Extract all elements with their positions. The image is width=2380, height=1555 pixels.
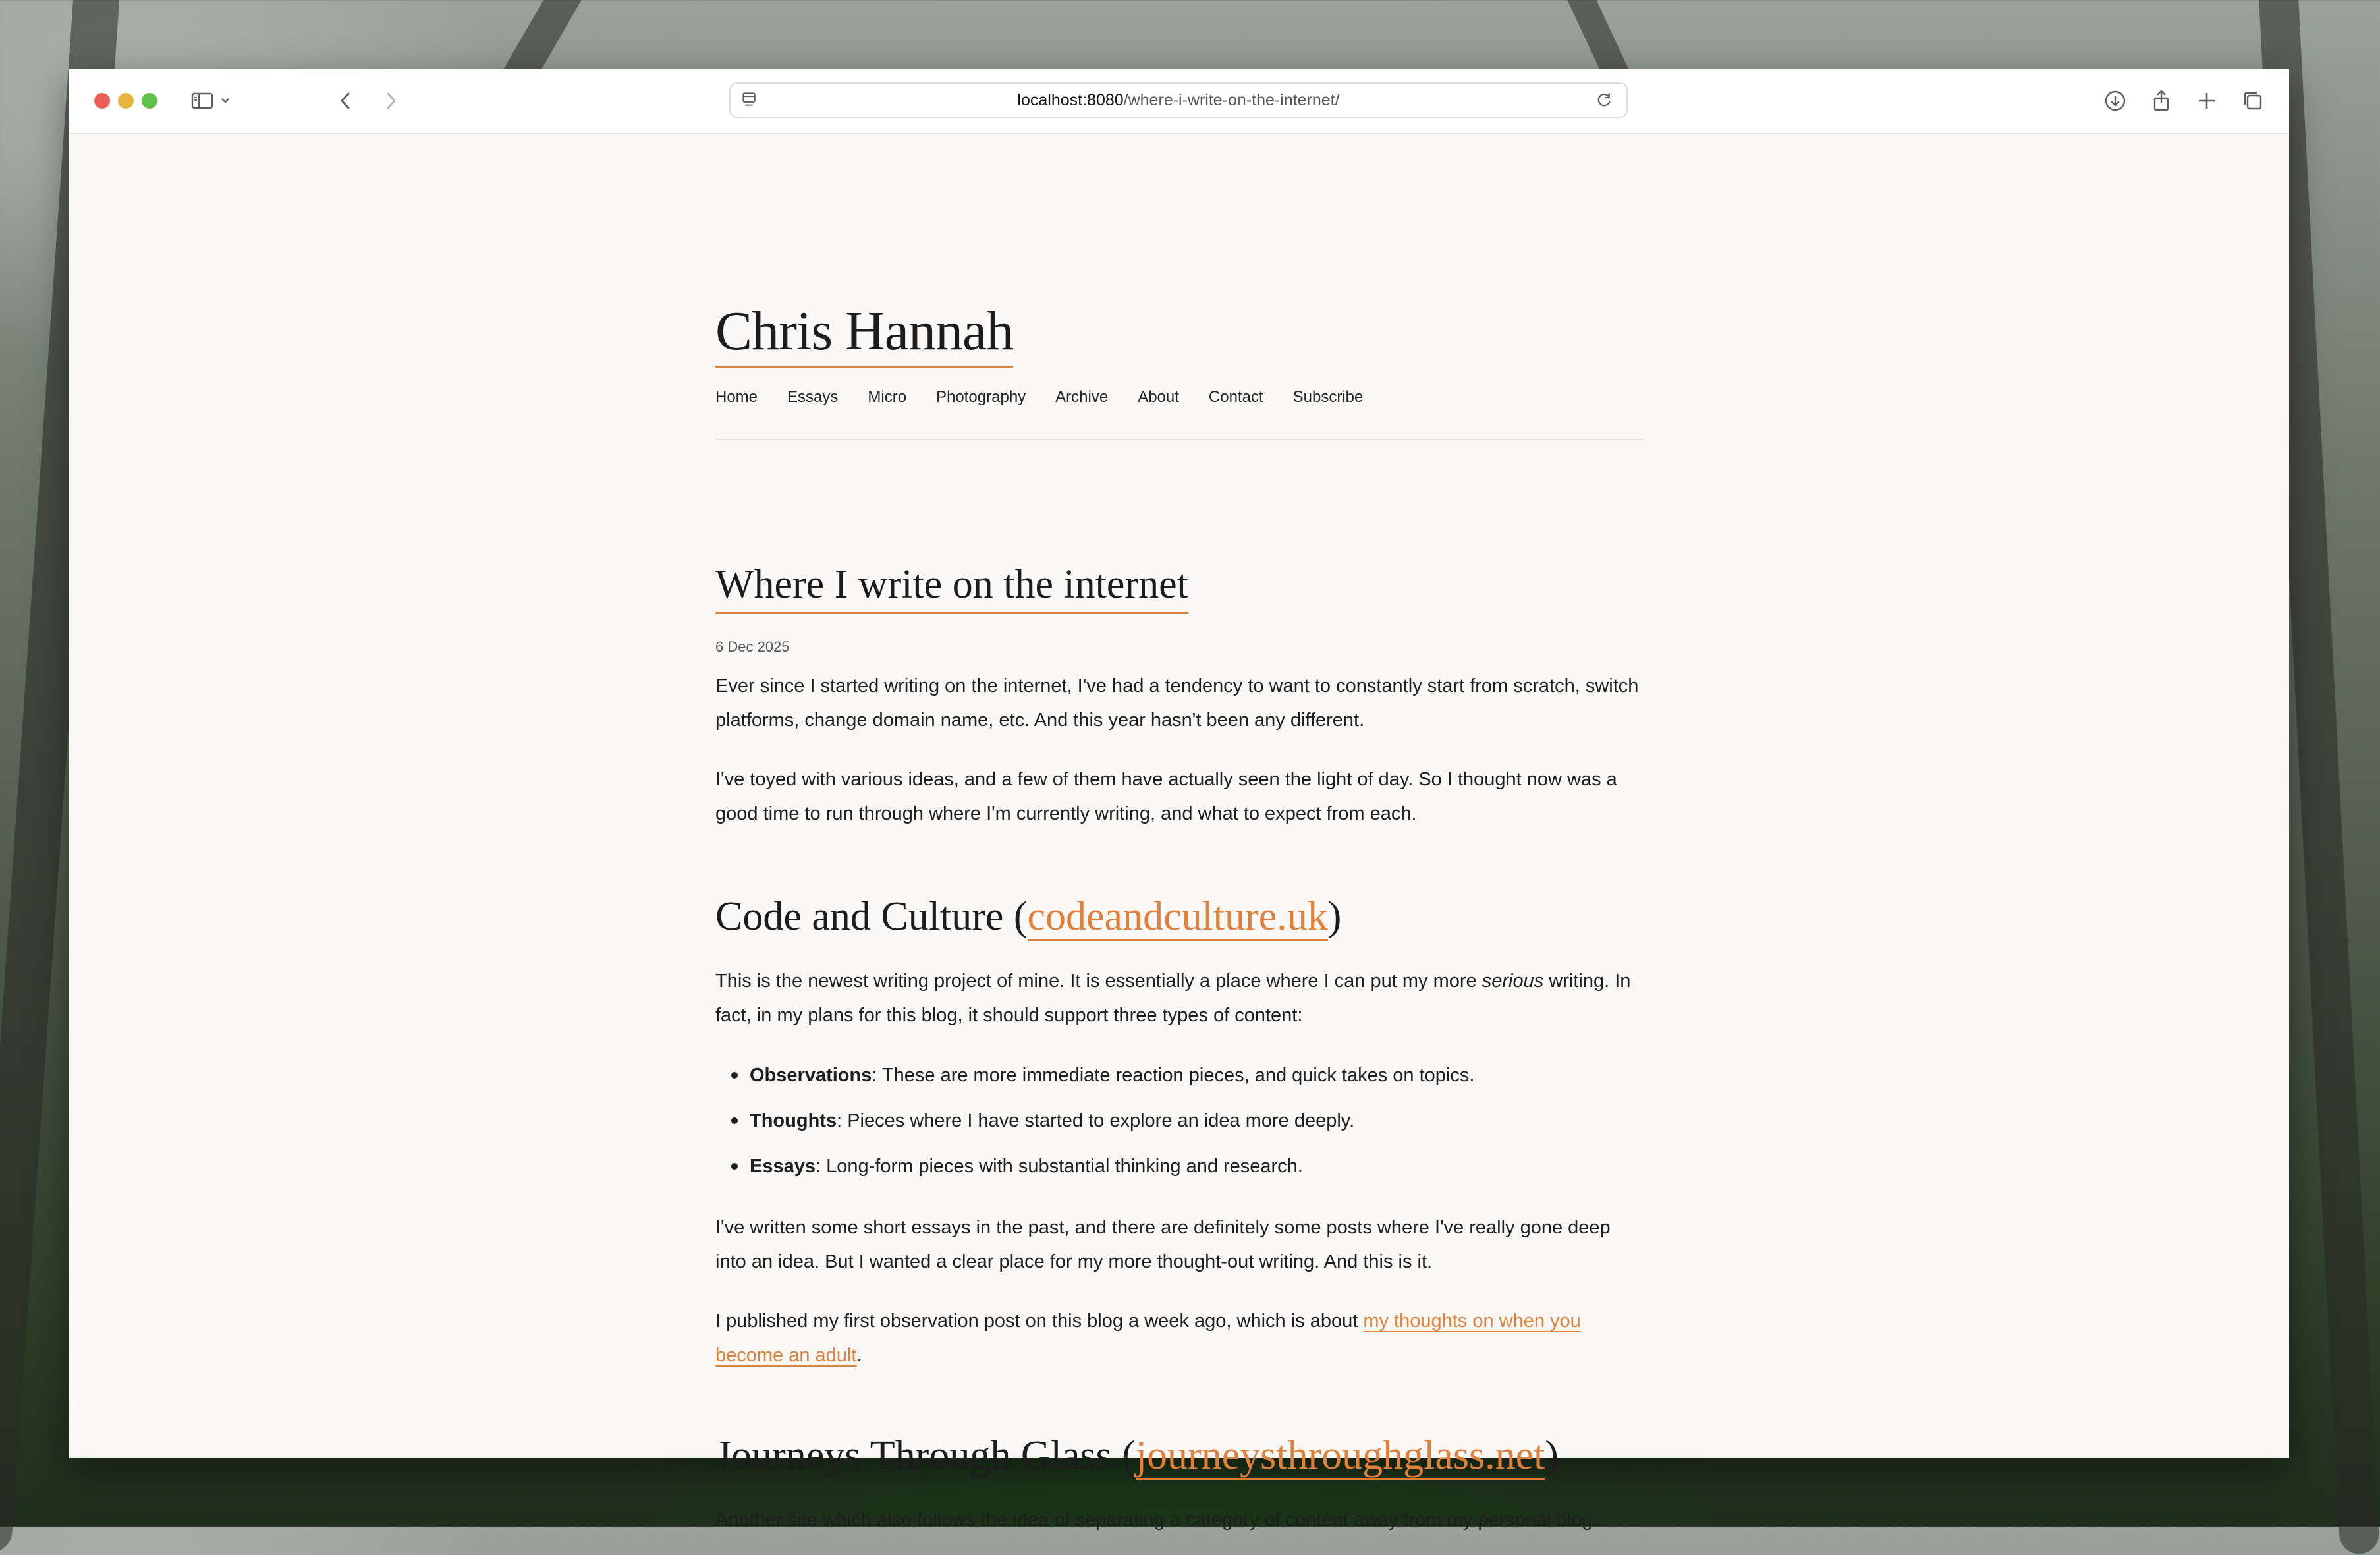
close-window-button[interactable] xyxy=(94,93,110,109)
code-culture-paragraph-1 xyxy=(715,964,1644,1032)
section-heading-journeys-through-glass xyxy=(715,1428,1559,1483)
list-text: : These are more immediate reaction pieces, and quick takes on topics. xyxy=(872,1065,1475,1086)
site-title[interactable]: Chris Hannah xyxy=(715,297,1013,368)
share-icon[interactable] xyxy=(2145,85,2177,117)
list-term: Observations xyxy=(750,1065,872,1086)
list-term: Thoughts xyxy=(750,1110,837,1131)
nav-home[interactable]: Home xyxy=(715,388,758,406)
url-host: localhost:8080 xyxy=(1017,91,1124,109)
intro-paragraph-2: I've toyed with various ideas, and a few of them have actually seen the light of day. So I thought now was a good time to run through where I'm currently writing, and what to expect from each. xyxy=(715,769,1617,824)
list-item-thoughts xyxy=(750,1104,1354,1138)
url-path: /where-i-write-on-the-internet/ xyxy=(1123,91,1340,109)
heading-suffix: ) xyxy=(1545,1433,1559,1478)
section-heading-code-and-culture xyxy=(715,889,1341,944)
heading-suffix: ) xyxy=(1327,894,1342,939)
list-item-essays xyxy=(750,1149,1303,1183)
header-divider xyxy=(715,439,1644,440)
nav-essays[interactable]: Essays xyxy=(787,388,839,406)
browser-window xyxy=(69,69,2289,1531)
post-title[interactable]: Where I write on the internet xyxy=(715,557,1188,614)
list-item-observations xyxy=(750,1058,1474,1092)
nav-photography[interactable]: Photography xyxy=(936,388,1026,406)
url-text xyxy=(731,84,1626,117)
tab-overview-icon[interactable] xyxy=(2237,85,2269,117)
code-culture-paragraph-3 xyxy=(715,1304,1644,1372)
journeysthroughglass-link[interactable]: journeysthroughglass.net xyxy=(1136,1433,1545,1480)
post-date: 6 Dec 2025 xyxy=(715,638,790,655)
forward-arrow-icon[interactable] xyxy=(375,85,406,117)
codeandculture-link[interactable]: codeandculture.uk xyxy=(1028,894,1328,941)
minimize-window-button[interactable] xyxy=(118,93,134,109)
adult-post-link[interactable]: my thoughts on when you become an adult xyxy=(715,1311,1581,1366)
heading-prefix: Code and Culture ( xyxy=(715,894,1028,939)
nav-contact[interactable]: Contact xyxy=(1208,388,1263,406)
p3-text-before: I published my first observation post on this blog a week ago, which is about xyxy=(715,1311,1364,1332)
p1-text-after: writing. In fact, in my plans for this blog, it should support three types of content: xyxy=(715,971,1631,1026)
nav-micro[interactable]: Micro xyxy=(868,388,907,406)
p1-text-before: This is the newest writing project of mine. It is essentially a place where I can put my more xyxy=(715,971,1482,992)
heading-prefix: Journeys Through Glass ( xyxy=(715,1433,1136,1478)
nav-about[interactable]: About xyxy=(1138,388,1179,406)
p3-text-after: . xyxy=(856,1345,862,1366)
nav-archive[interactable]: Archive xyxy=(1055,388,1109,406)
back-arrow-icon[interactable] xyxy=(330,85,362,117)
zoom-window-button[interactable] xyxy=(142,93,157,109)
browser-toolbar xyxy=(69,69,2289,134)
list-term: Essays xyxy=(750,1156,816,1177)
nav-subscribe[interactable]: Subscribe xyxy=(1292,388,1364,406)
intro-paragraph-1: Ever since I started writing on the internet, I've had a tendency to want to constantly start from scratch, switch platforms, change domain name, etc. And this year hasn't been any different. xyxy=(715,675,1639,731)
reload-icon[interactable] xyxy=(1590,84,1620,115)
site-nav xyxy=(715,384,1393,410)
sidebar-toggle-icon[interactable] xyxy=(186,85,218,117)
address-bar[interactable] xyxy=(729,82,1628,118)
p1-emphasis: serious xyxy=(1481,971,1544,992)
journeys-paragraph-1: Another site which also follows the idea of separating a category of content away from my personal blog. xyxy=(715,1510,1598,1531)
downloads-icon[interactable] xyxy=(2099,85,2131,117)
list-text: : Pieces where I have started to explore an idea more deeply. xyxy=(837,1110,1355,1131)
chevron-down-icon[interactable] xyxy=(215,85,235,117)
list-text: : Long-form pieces with substantial thinking and research. xyxy=(816,1156,1303,1177)
code-culture-paragraph-2: I've written some short essays in the past, and there are definitely some posts where I've really gone deep into an idea. But I wanted a clear place for my more thought-out writing. And this is it. xyxy=(715,1217,1611,1272)
new-tab-icon[interactable] xyxy=(2191,85,2223,117)
